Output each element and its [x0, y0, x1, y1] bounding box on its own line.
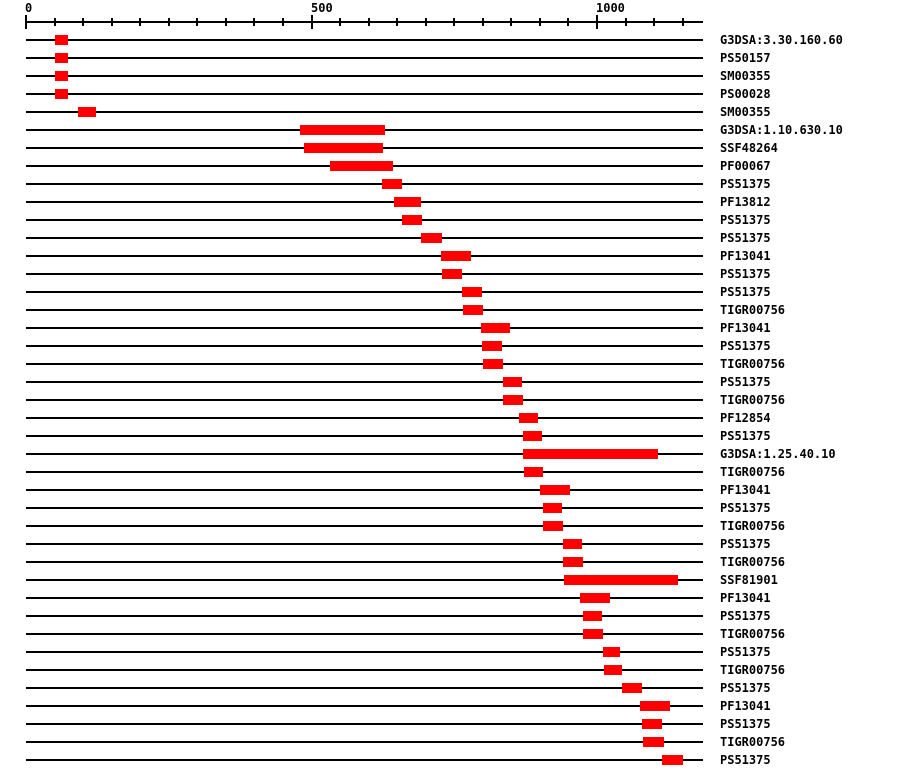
domain-bar	[462, 287, 482, 297]
domain-bar	[580, 593, 610, 603]
axis-major-tick	[596, 15, 598, 29]
table-row	[0, 121, 900, 139]
table-row	[0, 103, 900, 121]
sequence-line	[26, 93, 703, 95]
sequence-line	[26, 183, 703, 185]
row-label: PF00067	[720, 159, 771, 173]
row-label: PF13041	[720, 321, 771, 335]
sequence-line	[26, 489, 703, 491]
table-row	[0, 463, 900, 481]
sequence-line	[26, 651, 703, 653]
domain-bar	[543, 521, 563, 531]
domain-bar	[523, 431, 542, 441]
axis-minor-tick	[282, 18, 284, 26]
table-row	[0, 751, 900, 769]
table-row	[0, 661, 900, 679]
row-label: PF13041	[720, 249, 771, 263]
table-row	[0, 517, 900, 535]
row-label: PS51375	[720, 681, 771, 695]
row-label: PF13041	[720, 591, 771, 605]
table-row	[0, 445, 900, 463]
table-row	[0, 373, 900, 391]
row-label: PS51375	[720, 753, 771, 767]
domain-bar	[662, 755, 683, 765]
axis-major-tick	[311, 15, 313, 29]
table-row	[0, 499, 900, 517]
sequence-line	[26, 561, 703, 563]
domain-bar	[463, 305, 483, 315]
domain-bar	[603, 647, 620, 657]
table-row	[0, 229, 900, 247]
domain-bar	[524, 467, 543, 477]
axis-minor-tick	[625, 18, 627, 26]
axis-minor-tick	[510, 18, 512, 26]
sequence-line	[26, 273, 703, 275]
row-label: PS00028	[720, 87, 771, 101]
table-row	[0, 283, 900, 301]
row-label: PS51375	[720, 501, 771, 515]
sequence-line	[26, 291, 703, 293]
sequence-line	[26, 57, 703, 59]
domain-bar	[523, 449, 658, 459]
row-label: PS51375	[720, 645, 771, 659]
sequence-line	[26, 687, 703, 689]
row-label: SM00355	[720, 105, 771, 119]
axis-minor-tick	[539, 18, 541, 26]
axis-minor-tick	[682, 18, 684, 26]
domain-bar	[540, 485, 570, 495]
sequence-line	[26, 399, 703, 401]
domain-bar	[482, 341, 502, 351]
sequence-line	[26, 507, 703, 509]
sequence-line	[26, 705, 703, 707]
table-row	[0, 247, 900, 265]
domain-bar	[642, 719, 662, 729]
table-row	[0, 697, 900, 715]
row-label: PS51375	[720, 537, 771, 551]
axis-minor-tick	[425, 18, 427, 26]
row-label: PF13041	[720, 483, 771, 497]
row-label: TIGR00756	[720, 627, 786, 641]
table-row	[0, 319, 900, 337]
sequence-line	[26, 525, 703, 527]
row-label: PS51375	[720, 339, 771, 353]
axis-minor-tick	[225, 18, 227, 26]
domain-bar	[543, 503, 562, 513]
table-row	[0, 643, 900, 661]
domain-bar	[481, 323, 510, 333]
sequence-line	[26, 309, 703, 311]
row-label: PS50157	[720, 51, 771, 65]
table-row	[0, 481, 900, 499]
axis-minor-tick	[139, 18, 141, 26]
sequence-line	[26, 345, 703, 347]
domain-bar	[55, 71, 68, 81]
domain-bar	[583, 611, 602, 621]
sequence-line	[26, 417, 703, 419]
domain-bar	[394, 197, 421, 207]
domain-bar	[78, 107, 96, 117]
row-label: TIGR00756	[720, 555, 786, 569]
row-label: PS51375	[720, 177, 771, 191]
table-row	[0, 157, 900, 175]
axis-minor-tick	[111, 18, 113, 26]
axis-minor-tick	[54, 18, 56, 26]
row-label: TIGR00756	[720, 357, 786, 371]
sequence-line	[26, 219, 703, 221]
table-row	[0, 211, 900, 229]
table-row	[0, 625, 900, 643]
domain-bar	[640, 701, 670, 711]
table-row	[0, 391, 900, 409]
axis-minor-tick	[253, 18, 255, 26]
sequence-line	[26, 237, 703, 239]
table-row	[0, 715, 900, 733]
domain-bar	[519, 413, 538, 423]
table-row	[0, 535, 900, 553]
row-label: PS51375	[720, 717, 771, 731]
domain-bar	[563, 557, 583, 567]
table-row	[0, 427, 900, 445]
table-row	[0, 355, 900, 373]
domain-bar	[442, 269, 462, 279]
axis-minor-tick	[339, 18, 341, 26]
domain-bar	[441, 251, 471, 261]
table-row	[0, 85, 900, 103]
row-label: PS51375	[720, 231, 771, 245]
row-label: G3DSA:1.25.40.10	[720, 447, 836, 461]
table-row	[0, 193, 900, 211]
row-label: SM00355	[720, 69, 771, 83]
domain-bar	[55, 35, 68, 45]
domain-bar	[421, 233, 442, 243]
row-label: TIGR00756	[720, 303, 786, 317]
axis-minor-tick	[482, 18, 484, 26]
domain-bar	[483, 359, 503, 369]
domain-bar	[304, 143, 383, 153]
sequence-line	[26, 39, 703, 41]
table-row	[0, 571, 900, 589]
axis-minor-tick	[567, 18, 569, 26]
table-row	[0, 589, 900, 607]
sequence-line	[26, 435, 703, 437]
table-row	[0, 301, 900, 319]
table-row	[0, 139, 900, 157]
axis-tick-label: 500	[311, 1, 333, 15]
row-label: TIGR00756	[720, 735, 786, 749]
table-row	[0, 607, 900, 625]
domain-bar	[330, 161, 393, 171]
row-label: PS51375	[720, 375, 771, 389]
axis-minor-tick	[82, 18, 84, 26]
axis-tick-label: 1000	[596, 1, 625, 15]
row-label: TIGR00756	[720, 519, 786, 533]
row-label: TIGR00756	[720, 663, 786, 677]
sequence-line	[26, 471, 703, 473]
domain-bar	[643, 737, 664, 747]
row-label: PS51375	[720, 429, 771, 443]
domain-bar	[382, 179, 402, 189]
table-row	[0, 49, 900, 67]
axis-minor-tick	[453, 18, 455, 26]
axis-minor-tick	[196, 18, 198, 26]
sequence-line	[26, 111, 703, 113]
table-row	[0, 175, 900, 193]
domain-bar	[563, 539, 582, 549]
sequence-line	[26, 75, 703, 77]
domain-bar	[564, 575, 678, 585]
table-row	[0, 67, 900, 85]
domain-bar	[55, 53, 68, 63]
sequence-line	[26, 381, 703, 383]
row-label: PS51375	[720, 267, 771, 281]
row-label: PS51375	[720, 609, 771, 623]
axis-minor-tick	[368, 18, 370, 26]
table-row	[0, 31, 900, 49]
domain-bar	[503, 377, 522, 387]
sequence-line	[26, 327, 703, 329]
row-label: TIGR00756	[720, 393, 786, 407]
axis-minor-tick	[653, 18, 655, 26]
sequence-line	[26, 363, 703, 365]
sequence-line	[26, 759, 703, 761]
row-label: PF12854	[720, 411, 771, 425]
row-label: G3DSA:1.10.630.10	[720, 123, 843, 137]
sequence-line	[26, 669, 703, 671]
axis-tick-label: 0	[25, 1, 33, 15]
row-label: PS51375	[720, 285, 771, 299]
row-label: G3DSA:3.30.160.60	[720, 33, 843, 47]
table-row	[0, 337, 900, 355]
table-row	[0, 265, 900, 283]
domain-bar	[503, 395, 523, 405]
domain-bar	[402, 215, 422, 225]
sequence-line	[26, 543, 703, 545]
row-label: PS51375	[720, 213, 771, 227]
sequence-line	[26, 723, 703, 725]
table-row	[0, 553, 900, 571]
domain-bar	[55, 89, 68, 99]
axis-major-tick	[25, 15, 27, 29]
row-label: SSF81901	[720, 573, 778, 587]
sequence-line	[26, 255, 703, 257]
table-row	[0, 733, 900, 751]
domain-bar	[622, 683, 642, 693]
row-label: PF13041	[720, 699, 771, 713]
axis-line	[26, 21, 703, 23]
domain-bar	[583, 629, 603, 639]
axis-minor-tick	[396, 18, 398, 26]
row-label: SSF48264	[720, 141, 778, 155]
sequence-line	[26, 201, 703, 203]
axis-minor-tick	[168, 18, 170, 26]
table-row	[0, 409, 900, 427]
domain-bar	[604, 665, 622, 675]
row-label: TIGR00756	[720, 465, 786, 479]
sequence-line	[26, 741, 703, 743]
row-label: PF13812	[720, 195, 771, 209]
table-row	[0, 679, 900, 697]
domain-bar	[300, 125, 385, 135]
